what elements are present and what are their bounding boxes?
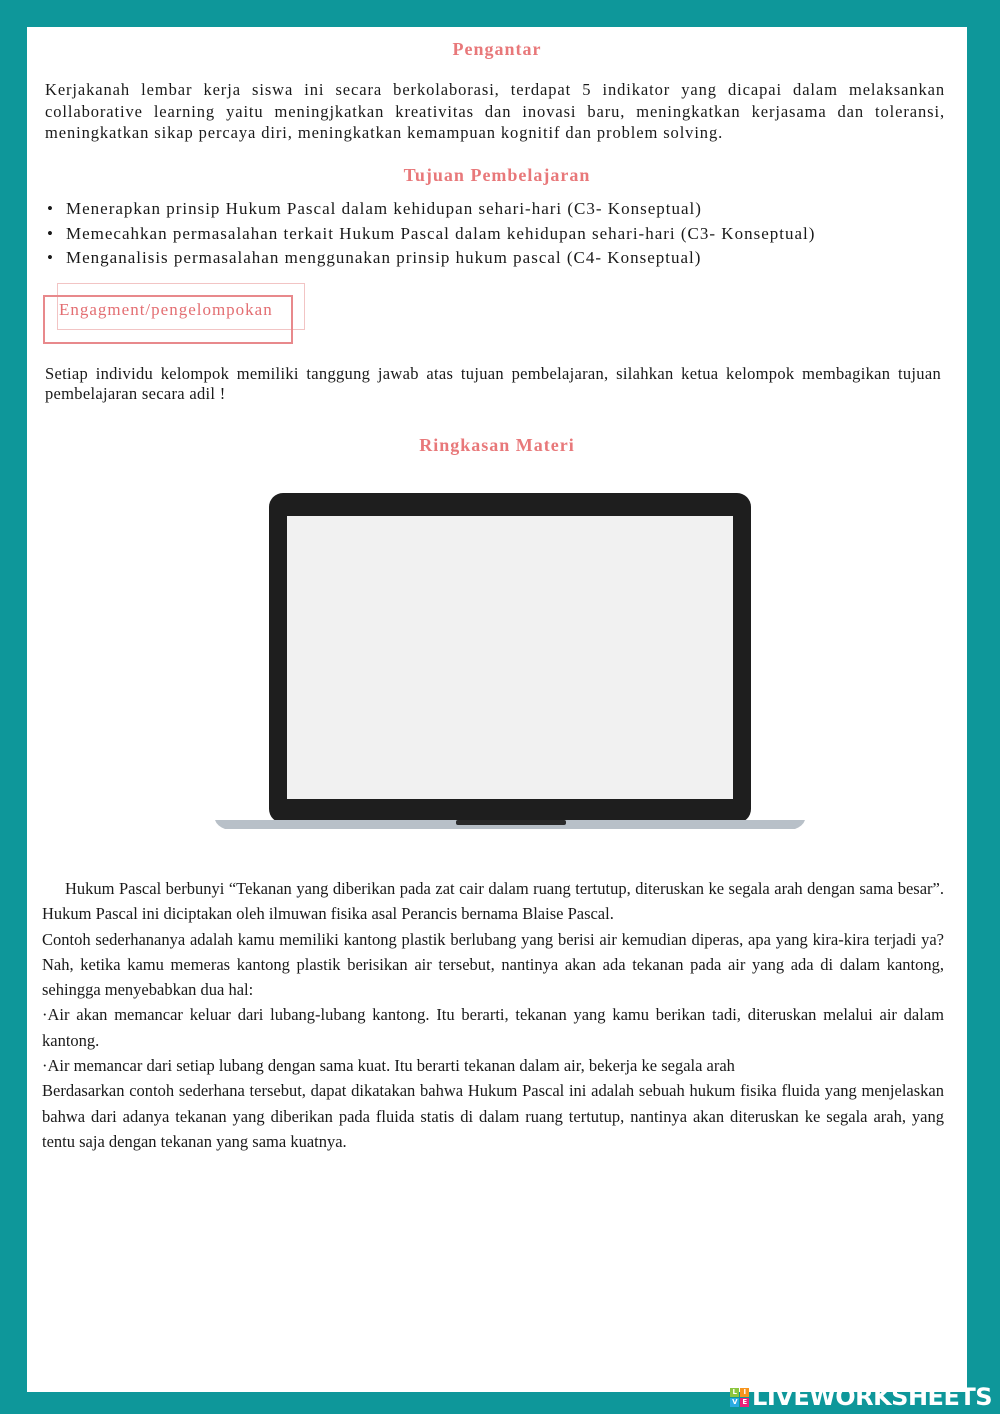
laptop-illustration-icon bbox=[213, 493, 807, 833]
summary-paragraph: Contoh sederhananya adalah kamu memiliki kantong plastik berlubang yang berisi air kemudian diperas, apa yang kira-kira terjadi ya? Nah, ketika kamu memeras kantong plastik berisikan air tersebut, nantinya akan ada tekanan pada air yang ada di dalam kantong, sehingga menyebabkan dua hal: bbox=[42, 929, 944, 1000]
engagement-paragraph: Setiap individu kelompok memiliki tanggung jawab atas tujuan pembelajaran, silahkan ketua kelompok membagikan tujuan pembelajaran secara adil ! bbox=[45, 364, 941, 403]
bullet-icon: • bbox=[47, 199, 54, 218]
laptop-screen bbox=[287, 516, 733, 799]
intro-paragraph: Kerjakanah lembar kerja siswa ini secara berkolaborasi, terdapat 5 indikator yang dicapai dalam melaksankan collaborative learning yaitu meningjkatkan kreativitas dan inovasi baru, meningkatkan kerjasama dan toleransi, meningkatkan sikap percaya diri, meningkatkan kemampuan kognitif dan problem solving. bbox=[45, 80, 945, 142]
watermark-text: LIVEWORKSHEETS bbox=[752, 1383, 992, 1411]
intro-heading: Pengantar bbox=[452, 39, 542, 59]
goal-item: • Memecahkan permasalahan terkait Hukum Pascal dalam kehidupan sehari-hari (C3- Konseptual) bbox=[45, 222, 945, 247]
worksheet-page bbox=[27, 27, 967, 1392]
goals-heading: Tujuan Pembelajaran bbox=[403, 165, 591, 185]
bullet-icon: • bbox=[47, 248, 54, 267]
engagement-label: Engagment/pengelompokan bbox=[59, 300, 273, 319]
goal-item: • Menerapkan prinsip Hukum Pascal dalam kehidupan sehari-hari (C3- Konseptual) bbox=[45, 197, 945, 222]
summary-paragraph: ·Air memancar dari setiap lubang dengan sama kuat. Itu berarti tekanan dalam air, bekerja ke segala arah bbox=[42, 1056, 735, 1076]
goal-item: • Menganalisis permasalahan menggunakan prinsip hukum pascal (C4- Konseptual) bbox=[45, 246, 945, 271]
liveworksheets-watermark bbox=[730, 1382, 992, 1412]
summary-paragraph: Berdasarkan contoh sederhana tersebut, dapat dikatakan bahwa Hukum Pascal ini adalah sebuah hukum fisika fluida yang menjelaskan bahwa dari adanya tekanan yang diberikan pada fluida statis di dalam ruang tertutup, nantinya akan diteruskan ke segala arah, yang tentu saja dengan tekanan yang sama kuatnya. bbox=[42, 1081, 944, 1151]
summary-heading: Ringkasan Materi bbox=[419, 435, 575, 455]
bullet-icon: • bbox=[47, 223, 54, 243]
summary-text bbox=[42, 876, 944, 1154]
laptop-notch bbox=[456, 820, 566, 825]
liveworksheets-logo-icon: L I V E bbox=[730, 1388, 749, 1407]
summary-paragraph: ·Air akan memancar keluar dari lubang-lubang kantong. Itu berarti, tekanan yang kamu berikan tadi, diteruskan melalui air dalam kantong. bbox=[42, 1005, 944, 1050]
goals-list bbox=[45, 197, 945, 271]
summary-paragraph: Hukum Pascal berbunyi “Tekanan yang diberikan pada zat cair dalam ruang tertutup, diteruskan ke segala arah dengan sama besar”. Hukum Pascal ini diciptakan oleh ilmuwan fisika asal Perancis bernama Blaise Pascal. bbox=[42, 879, 944, 924]
